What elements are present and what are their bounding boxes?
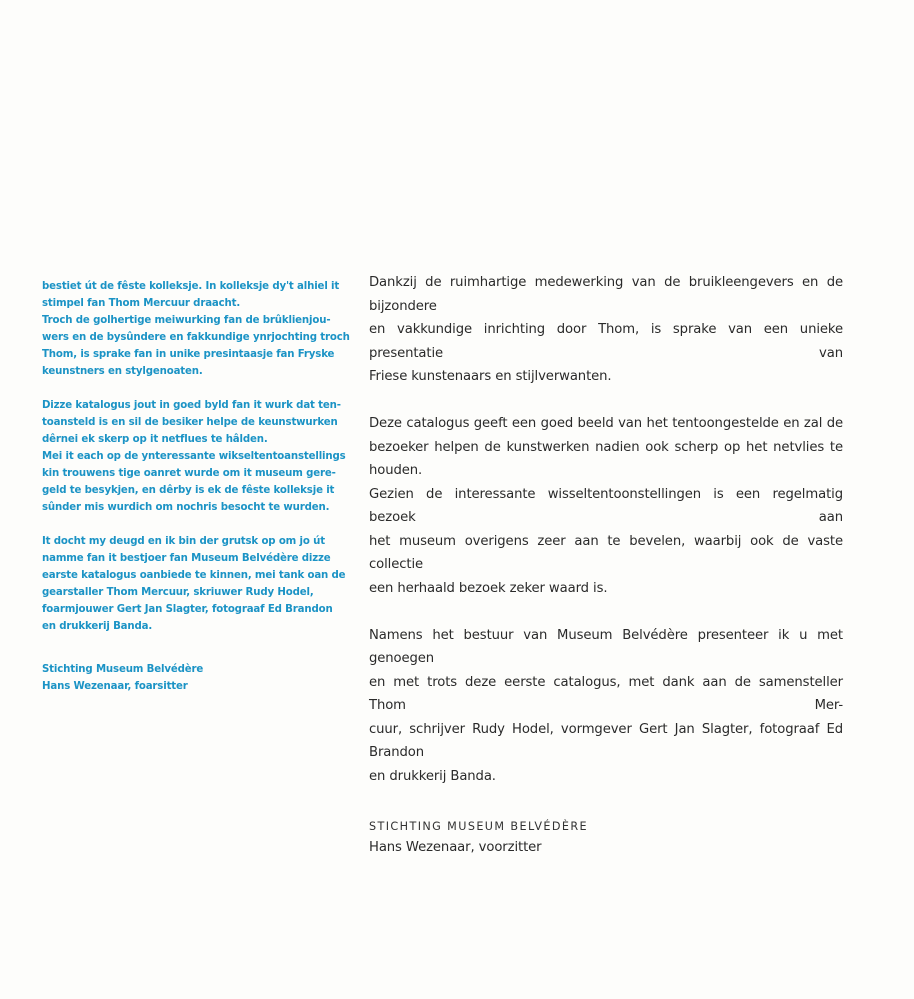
text-line: keunstners en stylgenoaten.	[42, 366, 203, 377]
frisian-signature	[42, 661, 334, 695]
text-line: en drukkerij Banda.	[42, 621, 153, 632]
signature-name: Hans Wezenaar, foarsitter	[42, 681, 188, 692]
text-line: dêrnei ek skerp op it netflues te hâlden.	[42, 434, 268, 445]
text-line: stimpel fan Thom Mercuur draacht.	[42, 298, 241, 309]
text-line: toansteld is en sil de besiker helpe de keunstwurken	[42, 417, 338, 428]
text-line: Thom, is sprake fan in unike presintaasje fan Fryske	[42, 349, 335, 360]
text-line: bezoeker helpen de kunstwerken nadien ook scherp op het netvlies te houden.	[369, 439, 843, 478]
dutch-paragraph-1	[369, 271, 843, 389]
text-line: Dankzij de ruimhartige medewerking van de bruikleengevers en de bijzondere	[369, 275, 843, 314]
text-line: wers en de bysûndere en fakkundige ynrjochting troch	[42, 332, 350, 343]
dutch-column	[369, 271, 843, 859]
text-line: gearstaller Thom Mercuur, skriuwer Rudy Hodel,	[42, 587, 314, 598]
text-line: foarmjouwer Gert Jan Slagter, fotograaf Ed Brandon	[42, 604, 333, 615]
text-line: cuur, schrijver Rudy Hodel, vormgever Gert Jan Slagter, fotograaf Ed Brandon	[369, 721, 843, 760]
text-line: Dizze katalogus jout in goed byld fan it wurk dat ten-	[42, 400, 341, 411]
signature-organization: STICHTING MUSEUM BELVÉDÈRE	[369, 820, 588, 833]
text-line: een herhaald bezoek zeker waard is.	[369, 580, 608, 596]
text-line: earste katalogus oanbiede te kinnen, mei tank oan de	[42, 570, 346, 581]
frisian-column	[42, 278, 350, 695]
text-line: sûnder mis wurdich om nochris besocht te wurden.	[42, 502, 330, 513]
text-line: en drukkerij Banda.	[369, 768, 496, 784]
frisian-paragraph-3	[42, 533, 346, 635]
text-line: geld te besykjen, en dêrby is ek de fêste kolleksje it	[42, 485, 335, 496]
text-line: Mei it each op de ynteressante wikseltentoanstellings	[42, 451, 346, 462]
text-line: Friese kunstenaars en stijlverwanten.	[369, 369, 612, 384]
signature-organization: Stichting Museum Belvédère	[42, 664, 204, 675]
frisian-paragraph-1	[42, 278, 350, 380]
dutch-paragraph-2	[369, 412, 843, 600]
dutch-signature	[369, 818, 843, 859]
text-line: It docht my deugd en ik bin der grutsk op om jo út	[42, 536, 325, 547]
signature-name: Hans Wezenaar, voorzitter	[369, 840, 542, 855]
text-line: Deze catalogus geeft een goed beeld van het tentoongestelde en zal de	[369, 416, 843, 431]
text-line: Troch de golhertige meiwurking fan de brûklienjou-	[42, 315, 331, 326]
text-line: kin trouwens tige oanret wurde om it museum gere-	[42, 468, 336, 479]
text-line: Gezien de interessante wisseltentoonstellingen is een regelmatig bezoek aan	[369, 486, 843, 525]
text-line: bestiet út de fêste kolleksje. In kolleksje dy't alhiel it	[42, 281, 340, 292]
text-line: het museum overigens zeer aan te bevelen, waarbij ook de vaste collectie	[369, 533, 843, 572]
text-line: Namens het bestuur van Museum Belvédère presenteer ik u met genoegen	[369, 627, 843, 666]
text-line: en met trots deze eerste catalogus, met dank aan de samensteller Thom Mer-	[369, 674, 843, 713]
text-line: namme fan it bestjoer fan Museum Belvédère dizze	[42, 553, 331, 564]
dutch-paragraph-3	[369, 624, 843, 789]
text-line: en vakkundige inrichting door Thom, is sprake van een unieke presentatie van	[369, 322, 843, 361]
frisian-paragraph-2	[42, 397, 346, 516]
